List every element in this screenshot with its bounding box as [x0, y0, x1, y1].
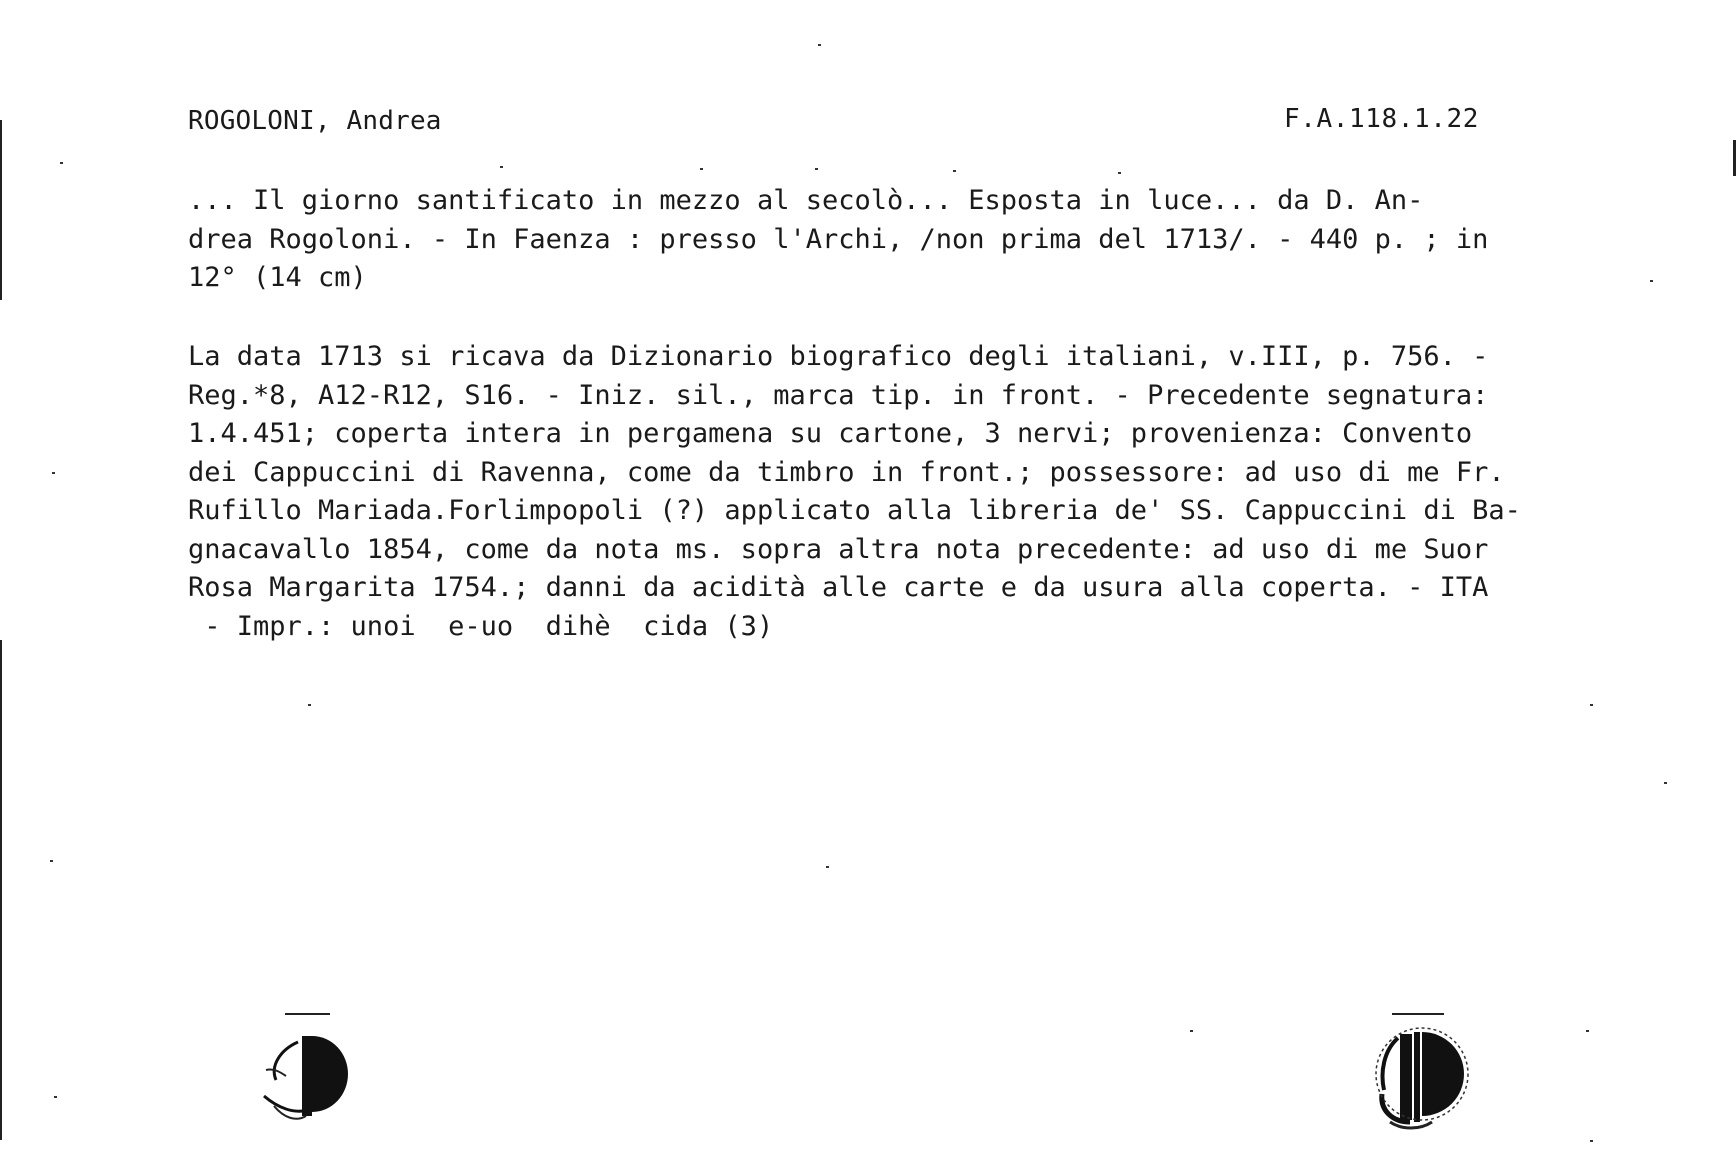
scan-speck — [50, 860, 53, 862]
scan-speck — [953, 170, 956, 172]
notes-line: Rufillo Mariada.Forlimpopoli (?) applicato alla libreria de' SS. Cappuccini di Ba- — [188, 495, 1521, 526]
scan-speck — [815, 168, 818, 170]
notes-line: - Impr.: unoi e-uo dihè cida (3) — [188, 610, 774, 642]
author-heading: ROGOLONI, Andrea — [188, 106, 442, 136]
stamp-icon — [250, 1010, 360, 1130]
scan-speck — [308, 704, 311, 706]
card-edge-line — [0, 640, 2, 1140]
card-edge-line — [0, 120, 2, 300]
description-line: ... Il giorno santificato in mezzo al secolò... Esposta in luce... da D. An- — [188, 185, 1424, 216]
notes-line: Rosa Margarita 1754.; danni da acidità alle carte e da usura alla coperta. - ITA — [188, 572, 1489, 603]
scan-speck — [826, 866, 829, 868]
notes-line: Reg.*8, A12-R12, S16. - Iniz. sil., marca tip. in front. - Precedente segnatura: — [188, 379, 1489, 411]
scan-speck — [700, 168, 703, 170]
scan-speck — [1590, 1140, 1593, 1142]
description-line: drea Rogoloni. - In Faenza : presso l'Archi, /non prima del 1713/. - 440 p. ; in — [188, 223, 1489, 255]
stamp-icon — [1362, 1010, 1472, 1130]
scan-speck — [1190, 1030, 1193, 1032]
scan-speck — [1650, 280, 1653, 282]
scan-speck — [1590, 704, 1593, 706]
notes-line: gnacavallo 1854, come da nota ms. sopra altra nota precedente: ad uso di me Suor — [188, 533, 1489, 565]
bibliographic-notes — [188, 338, 1578, 646]
scan-speck — [60, 162, 63, 164]
shelfmark: F.A.118.1.22 — [1284, 104, 1480, 134]
description-line: 12° (14 cm) — [188, 262, 367, 293]
notes-line: dei Cappuccini di Ravenna, come da timbro in front.; possessore: ad uso di me Fr. — [188, 456, 1505, 488]
scan-speck — [52, 472, 55, 474]
notes-line: La data 1713 si ricava da Dizionario biografico degli italiani, v.III, p. 756. - — [188, 341, 1505, 372]
scan-speck — [818, 44, 821, 46]
scan-speck — [54, 1096, 57, 1098]
scan-speck — [500, 166, 503, 168]
notes-line: 1.4.451; coperta intera in pergamena su cartone, 3 nervi; provenienza: Convento — [188, 418, 1473, 449]
scan-speck — [1586, 1030, 1589, 1032]
bibliographic-description — [188, 182, 1578, 298]
scan-speck — [1664, 782, 1667, 784]
scan-speck — [1118, 172, 1121, 174]
